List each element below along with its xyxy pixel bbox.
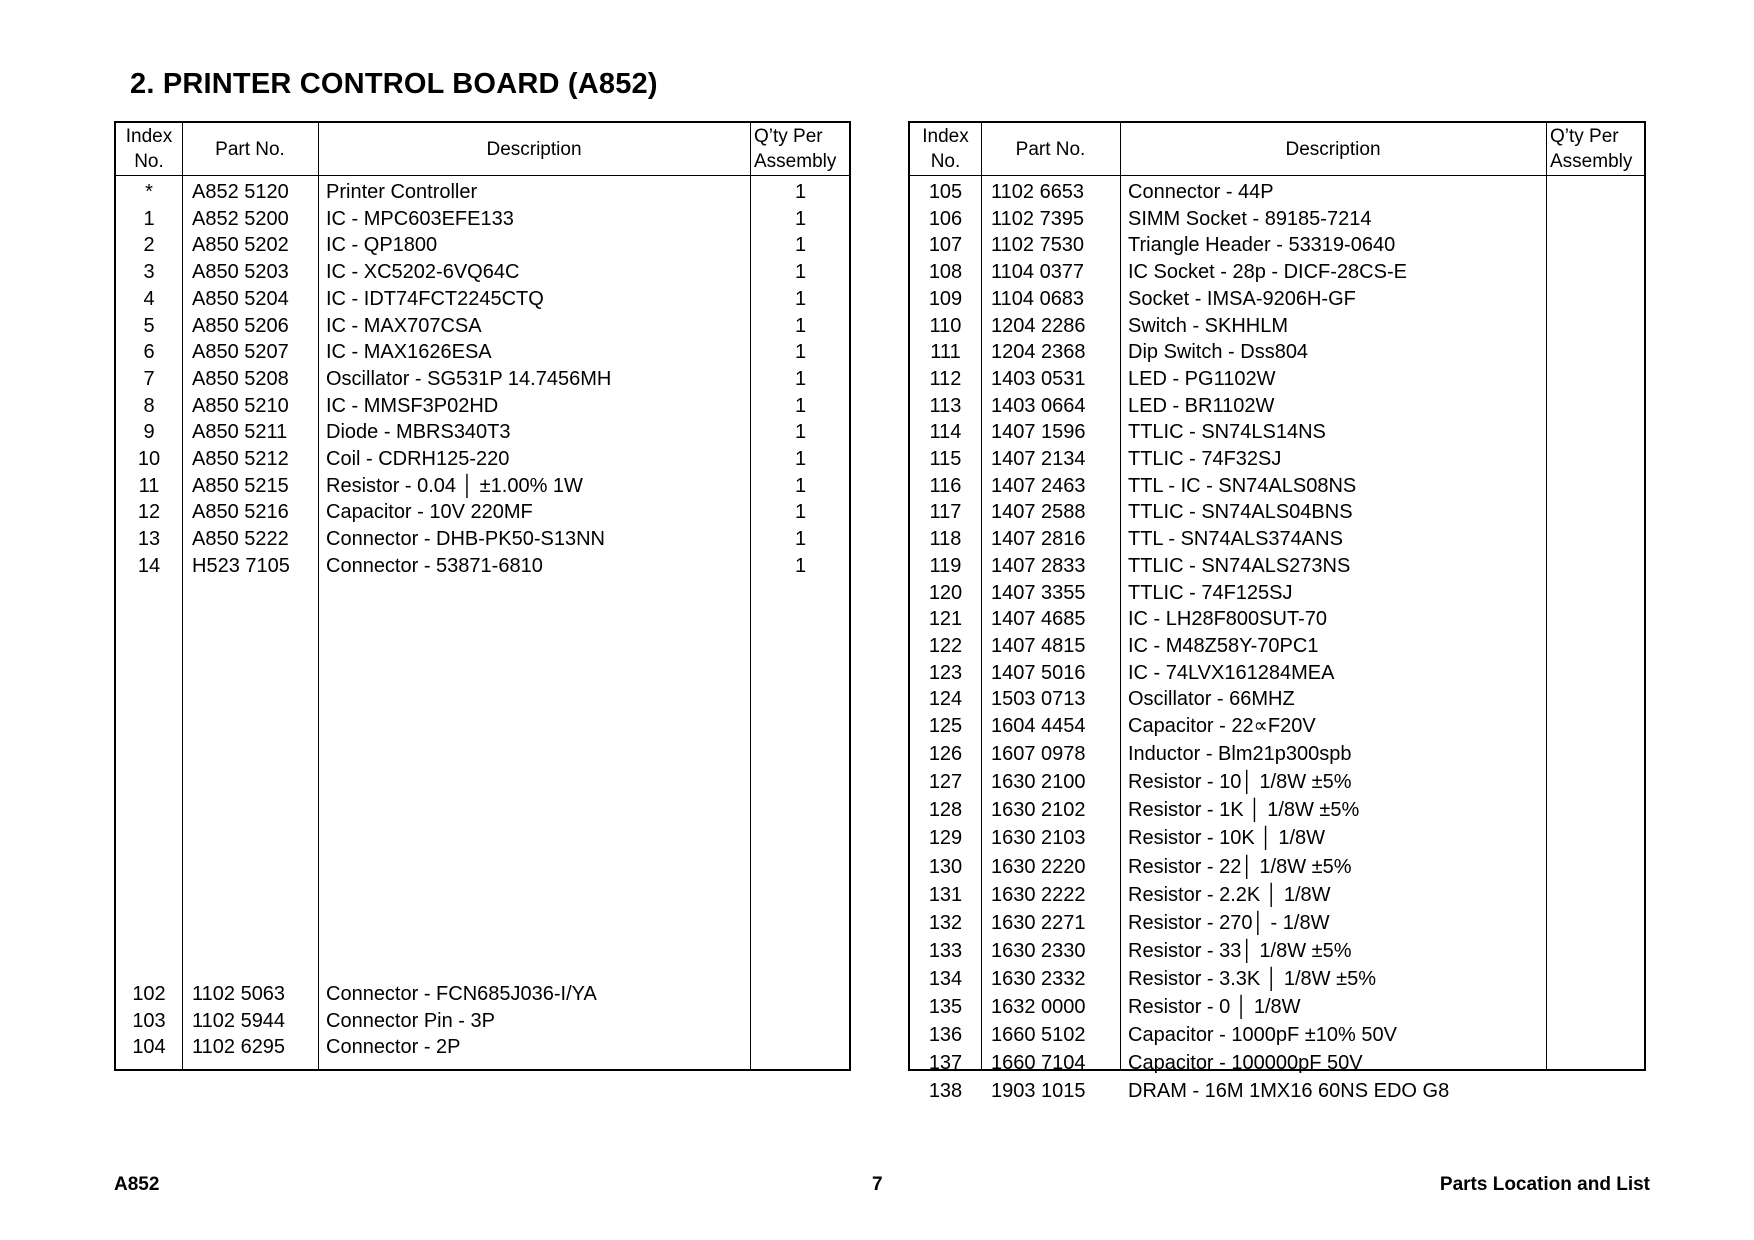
part-no-cell: A850 5204 xyxy=(192,287,289,310)
part-no-cell: 1607 0978 xyxy=(991,743,1086,766)
description-cell: Resistor - 270│ - 1/8W xyxy=(1128,911,1330,934)
part-no-cell: A850 5206 xyxy=(192,314,289,337)
index-cell: 122 xyxy=(928,634,963,657)
qty-cell xyxy=(1546,339,1646,365)
table-row xyxy=(116,206,849,232)
part-no-cell: 1630 2102 xyxy=(991,799,1086,822)
part-no-cell: 1660 5102 xyxy=(991,1024,1086,1047)
part-no-cell: 1407 2588 xyxy=(991,501,1086,524)
part-no-cell: 1630 2103 xyxy=(991,827,1086,850)
qty-cell xyxy=(750,981,851,1007)
table-row xyxy=(116,259,849,285)
description-cell: TTLIC - SN74ALS04BNS xyxy=(1128,501,1353,524)
description-cell: TTLIC - SN74ALS273NS xyxy=(1128,554,1351,577)
part-no-cell: 1407 4815 xyxy=(991,634,1086,657)
table-row xyxy=(116,179,849,205)
part-no-cell: A850 5216 xyxy=(192,501,289,524)
table-row xyxy=(910,769,1644,795)
description-cell: Resistor - 3.3K │ 1/8W ±5% xyxy=(1128,967,1376,990)
part-no-cell: 1403 0664 xyxy=(991,394,1086,417)
description-cell: IC - XC5202-6VQ64C xyxy=(326,261,520,284)
description-cell: Connector Pin - 3P xyxy=(326,1009,495,1032)
table-row xyxy=(116,981,849,1007)
index-cell: 111 xyxy=(930,341,961,364)
qty-cell xyxy=(1546,994,1646,1020)
table-row xyxy=(910,232,1644,258)
qty-cell: 1 xyxy=(794,501,807,524)
index-cell: 106 xyxy=(928,207,963,230)
qty-cell xyxy=(1546,553,1646,579)
part-no-column-header: Part No. xyxy=(1015,138,1086,160)
description-cell: IC - MAX1626ESA xyxy=(326,341,492,364)
description-cell: Capacitor - 100000pF 50V xyxy=(1128,1052,1363,1075)
index-cell: 133 xyxy=(928,939,963,962)
table-row xyxy=(910,259,1644,285)
table-row xyxy=(910,526,1644,552)
table-row xyxy=(910,339,1644,365)
qty-cell: 1 xyxy=(794,474,807,497)
part-no-cell: 1102 7530 xyxy=(991,234,1085,257)
table-row xyxy=(116,313,849,339)
index-cell: 113 xyxy=(929,394,962,417)
qty-cell: 1 xyxy=(794,314,807,337)
qty-cell xyxy=(1546,910,1646,936)
index-cell: 116 xyxy=(929,474,962,497)
qty-cell xyxy=(1546,713,1646,739)
table-row xyxy=(910,419,1644,445)
qty-cell xyxy=(1546,259,1646,285)
qty-cell xyxy=(1546,854,1646,880)
part-no-cell: 1660 7104 xyxy=(991,1052,1086,1075)
description-cell: TTL - IC - SN74ALS08NS xyxy=(1128,474,1357,497)
page-title: 2. PRINTER CONTROL BOARD (A852) xyxy=(130,68,658,100)
qty-cell: 1 xyxy=(794,234,807,257)
table-row xyxy=(910,797,1644,823)
qty-cell xyxy=(1546,526,1646,552)
part-no-cell: 1102 6295 xyxy=(192,1036,286,1058)
part-no-cell: 1102 6653 xyxy=(991,181,1085,203)
part-no-cell: 1630 2100 xyxy=(991,771,1086,794)
table-row xyxy=(910,606,1644,632)
description-column-header: Description xyxy=(1285,138,1381,160)
index-cell: 134 xyxy=(928,967,963,990)
table-row xyxy=(910,660,1644,686)
index-cell: 137 xyxy=(928,1052,963,1075)
index-cell: 135 xyxy=(928,996,963,1018)
part-no-cell: H523 7105 xyxy=(192,554,290,577)
index-cell: 3 xyxy=(143,261,155,284)
index-cell: 13 xyxy=(137,528,161,551)
qty-cell xyxy=(1546,1022,1646,1048)
index-cell: 4 xyxy=(143,287,155,310)
qty-cell: 1 xyxy=(794,181,807,203)
qty-cell: 1 xyxy=(794,528,807,551)
table-row xyxy=(910,882,1644,908)
description-cell: TTLIC - SN74LS14NS xyxy=(1128,421,1326,444)
part-no-cell: 1407 3355 xyxy=(991,581,1086,604)
index-cell: 132 xyxy=(928,911,963,934)
description-cell: Coil - CDRH125-220 xyxy=(326,448,510,470)
index-cell: 12 xyxy=(137,501,161,524)
index-column-header: Index No. xyxy=(922,126,969,172)
qty-cell xyxy=(1546,473,1646,499)
part-no-cell: A850 5202 xyxy=(192,234,289,257)
qty-cell xyxy=(1546,286,1646,312)
part-no-cell: 1204 2286 xyxy=(991,314,1086,337)
description-cell: Resistor - 10K │ 1/8W xyxy=(1128,827,1326,850)
index-cell: 108 xyxy=(928,261,963,284)
table-row xyxy=(910,910,1644,936)
part-no-cell: A850 5211 xyxy=(192,421,288,444)
index-cell: 1 xyxy=(143,207,155,230)
header-divider xyxy=(116,175,849,176)
table-row xyxy=(116,286,849,312)
part-no-cell: 1407 5016 xyxy=(991,661,1086,684)
part-no-cell: 1104 0683 xyxy=(991,287,1085,310)
index-cell: 125 xyxy=(928,715,963,737)
index-cell: 6 xyxy=(143,341,155,364)
index-cell: * xyxy=(145,181,153,203)
part-no-cell: A850 5222 xyxy=(192,528,289,551)
table-row xyxy=(116,473,849,499)
description-cell: Connector - 53871-6810 xyxy=(326,554,543,577)
table-row xyxy=(116,339,849,365)
description-cell: Diode - MBRS340T3 xyxy=(326,421,511,444)
description-cell: LED - BR1102W xyxy=(1128,394,1275,417)
table-row xyxy=(910,633,1644,659)
table-row xyxy=(910,286,1644,312)
description-cell: IC - MMSF3P02HD xyxy=(326,394,499,417)
part-no-cell: 1407 4685 xyxy=(991,608,1086,631)
qty-cell xyxy=(1546,1078,1646,1104)
qty-column-header: Q’ty Per Assembly xyxy=(754,126,837,172)
qty-cell: 1 xyxy=(794,394,807,417)
index-cell: 7 xyxy=(143,367,155,390)
index-cell: 117 xyxy=(929,501,962,524)
index-cell: 124 xyxy=(928,688,963,711)
description-cell: Oscillator - SG531P 14.7456MH xyxy=(326,367,612,390)
table-row xyxy=(116,446,849,472)
qty-cell xyxy=(1546,179,1646,205)
description-cell: TTL - SN74ALS374ANS xyxy=(1128,528,1343,551)
description-cell: Capacitor - 1000pF ±10% 50V xyxy=(1128,1024,1397,1047)
description-cell: Capacitor - 22∝F20V xyxy=(1128,715,1316,737)
qty-cell xyxy=(1546,769,1646,795)
footer-section-title: Parts Location and List xyxy=(1439,1174,1650,1195)
description-column-header: Description xyxy=(486,138,582,160)
table-row xyxy=(910,580,1644,606)
table-row xyxy=(116,526,849,552)
description-cell: Resistor - 2.2K │ 1/8W xyxy=(1128,883,1331,906)
index-cell: 105 xyxy=(928,181,963,203)
qty-cell xyxy=(750,1034,851,1060)
qty-cell xyxy=(1546,966,1646,992)
description-cell: Triangle Header - 53319-0640 xyxy=(1128,234,1396,257)
index-cell: 136 xyxy=(928,1024,963,1047)
part-no-cell: A850 5215 xyxy=(192,474,289,497)
description-cell: Resistor - 10│ 1/8W ±5% xyxy=(1128,771,1352,794)
part-no-cell: 1604 4454 xyxy=(991,715,1086,737)
qty-cell: 1 xyxy=(794,421,807,444)
part-no-cell: A850 5207 xyxy=(192,341,289,364)
table-row xyxy=(116,499,849,525)
description-cell: IC - MPC603EFE133 xyxy=(326,207,514,230)
qty-cell: 1 xyxy=(794,261,807,284)
table-row xyxy=(116,232,849,258)
table-row xyxy=(910,854,1644,880)
table-row xyxy=(910,741,1644,767)
index-cell: 110 xyxy=(929,314,962,337)
part-no-cell: 1403 0531 xyxy=(991,367,1086,390)
index-cell: 131 xyxy=(928,883,963,906)
table-row xyxy=(910,366,1644,392)
table-row xyxy=(910,446,1644,472)
table-row xyxy=(116,366,849,392)
part-no-cell: 1632 0000 xyxy=(991,996,1086,1018)
part-no-cell: A850 5203 xyxy=(192,261,289,284)
index-cell: 128 xyxy=(928,799,963,822)
table-row xyxy=(116,393,849,419)
qty-cell: 1 xyxy=(794,554,807,577)
header-divider xyxy=(910,175,1644,176)
index-cell: 11 xyxy=(138,474,160,497)
qty-cell xyxy=(1546,660,1646,686)
qty-cell: 1 xyxy=(794,207,807,230)
part-no-cell: 1102 5063 xyxy=(192,983,286,1005)
index-cell: 2 xyxy=(143,234,155,257)
index-cell: 5 xyxy=(143,314,155,337)
description-cell: Resistor - 0.04 │ ±1.00% 1W xyxy=(326,474,583,497)
qty-cell: 1 xyxy=(794,287,807,310)
qty-cell xyxy=(1546,419,1646,445)
footer-model: A852 xyxy=(114,1174,160,1195)
description-cell: Resistor - 22│ 1/8W ±5% xyxy=(1128,855,1352,878)
description-cell: IC - MAX707CSA xyxy=(326,314,482,337)
qty-cell xyxy=(1546,606,1646,632)
table-row xyxy=(910,713,1644,739)
index-cell: 121 xyxy=(928,608,963,631)
index-cell: 138 xyxy=(928,1080,963,1103)
qty-cell: 1 xyxy=(794,448,807,470)
table-row xyxy=(910,393,1644,419)
index-cell: 10 xyxy=(137,448,161,470)
description-cell: Dip Switch - Dss804 xyxy=(1128,341,1309,364)
description-cell: Socket - IMSA-9206H-GF xyxy=(1128,287,1356,310)
footer-page-number: 7 xyxy=(872,1174,883,1195)
table-row xyxy=(910,1078,1644,1104)
part-no-cell: 1630 2330 xyxy=(991,939,1086,962)
part-no-column-header: Part No. xyxy=(215,138,285,160)
table-row xyxy=(116,1034,849,1060)
index-cell: 127 xyxy=(928,771,963,794)
description-cell: IC - 74LVX161284MEA xyxy=(1128,661,1335,684)
index-cell: 118 xyxy=(929,528,962,551)
part-no-cell: 1407 2134 xyxy=(991,448,1086,470)
description-cell: Connector - 44P xyxy=(1128,181,1274,203)
part-no-cell: 1407 2816 xyxy=(991,528,1086,551)
table-row xyxy=(116,419,849,445)
parts-table-left xyxy=(114,121,851,1071)
part-no-cell: 1102 5944 xyxy=(192,1009,286,1032)
qty-cell xyxy=(1546,580,1646,606)
description-cell: DRAM - 16M 1MX16 60NS EDO G8 xyxy=(1128,1080,1450,1103)
table-row xyxy=(910,313,1644,339)
index-cell: 104 xyxy=(132,1036,166,1058)
description-cell: Resistor - 1K │ 1/8W ±5% xyxy=(1128,799,1360,822)
index-cell: 129 xyxy=(928,827,963,850)
description-cell: Switch - SKHHLM xyxy=(1128,314,1289,337)
table-row xyxy=(910,499,1644,525)
index-cell: 9 xyxy=(143,421,155,444)
qty-cell xyxy=(1546,686,1646,712)
qty-cell: 1 xyxy=(794,367,807,390)
table-row xyxy=(910,1022,1644,1048)
table-row xyxy=(116,1008,849,1034)
qty-cell xyxy=(1546,366,1646,392)
part-no-cell: 1204 2368 xyxy=(991,341,1086,364)
description-cell: Printer Controller xyxy=(326,181,478,203)
index-cell: 103 xyxy=(132,1009,166,1032)
description-cell: IC - QP1800 xyxy=(326,234,438,257)
index-cell: 107 xyxy=(928,234,963,257)
table-row xyxy=(910,206,1644,232)
index-column-header: Index No. xyxy=(125,126,173,172)
qty-cell xyxy=(1546,446,1646,472)
qty-cell xyxy=(1546,633,1646,659)
description-cell: IC - LH28F800SUT-70 xyxy=(1128,608,1327,631)
index-cell: 114 xyxy=(929,421,962,444)
index-cell: 123 xyxy=(928,661,963,684)
index-cell: 119 xyxy=(929,554,962,577)
index-cell: 14 xyxy=(137,554,161,577)
description-cell: IC - IDT74FCT2245CTQ xyxy=(326,287,544,310)
part-no-cell: 1630 2222 xyxy=(991,883,1086,906)
part-no-cell: 1630 2332 xyxy=(991,967,1086,990)
part-no-cell: A850 5208 xyxy=(192,367,289,390)
part-no-cell: 1630 2220 xyxy=(991,855,1086,878)
description-cell: IC - M48Z58Y-70PC1 xyxy=(1128,634,1319,657)
part-no-cell: 1407 1596 xyxy=(991,421,1086,444)
table-row xyxy=(910,179,1644,205)
description-cell: Inductor - Blm21p300spb xyxy=(1128,743,1352,766)
part-no-cell: 1407 2833 xyxy=(991,554,1086,577)
table-row xyxy=(910,994,1644,1020)
qty-cell xyxy=(1546,206,1646,232)
table-row xyxy=(910,473,1644,499)
index-cell: 115 xyxy=(929,448,962,470)
description-cell: Connector - 2P xyxy=(326,1036,461,1058)
description-cell: Connector - DHB-PK50-S13NN xyxy=(326,528,605,551)
qty-cell xyxy=(1546,1050,1646,1076)
index-cell: 102 xyxy=(132,983,166,1005)
part-no-cell: 1104 0377 xyxy=(991,261,1085,284)
table-row xyxy=(910,966,1644,992)
part-no-cell: A852 5120 xyxy=(192,181,289,203)
index-cell: 8 xyxy=(143,394,155,417)
qty-cell xyxy=(1546,882,1646,908)
qty-cell xyxy=(1546,393,1646,419)
part-no-cell: A850 5212 xyxy=(192,448,289,470)
part-no-cell: A850 5210 xyxy=(192,394,289,417)
table-row xyxy=(116,553,849,579)
table-row xyxy=(910,825,1644,851)
index-cell: 126 xyxy=(928,743,963,766)
description-cell: TTLIC - 74F125SJ xyxy=(1128,581,1293,604)
table-row xyxy=(910,686,1644,712)
qty-cell xyxy=(1546,499,1646,525)
qty-cell xyxy=(1546,938,1646,964)
description-cell: Resistor - 33│ 1/8W ±5% xyxy=(1128,939,1352,962)
qty-cell xyxy=(1546,232,1646,258)
description-cell: Oscillator - 66MHZ xyxy=(1128,688,1295,711)
qty-cell xyxy=(1546,313,1646,339)
index-cell: 109 xyxy=(928,287,963,310)
part-no-cell: 1630 2271 xyxy=(991,911,1086,934)
description-cell: Capacitor - 10V 220MF xyxy=(326,501,533,524)
description-cell: LED - PG1102W xyxy=(1128,367,1276,390)
description-cell: Resistor - 0 │ 1/8W xyxy=(1128,996,1301,1018)
part-no-cell: A852 5200 xyxy=(192,207,289,230)
part-no-cell: 1903 1015 xyxy=(991,1080,1086,1103)
parts-table-right xyxy=(908,121,1646,1103)
part-no-cell: 1102 7395 xyxy=(991,207,1085,230)
table-row xyxy=(910,938,1644,964)
description-cell: SIMM Socket - 89185-7214 xyxy=(1128,207,1372,230)
table-row xyxy=(910,1050,1644,1076)
table-row xyxy=(910,553,1644,579)
index-cell: 120 xyxy=(928,581,963,604)
qty-column-header: Q’ty Per Assembly xyxy=(1550,126,1633,172)
qty-cell xyxy=(1546,741,1646,767)
qty-cell: 1 xyxy=(794,341,807,364)
index-cell: 112 xyxy=(929,367,962,390)
description-cell: IC Socket - 28p - DICF-28CS-E xyxy=(1128,261,1407,284)
description-cell: TTLIC - 74F32SJ xyxy=(1128,448,1282,470)
qty-cell xyxy=(1546,797,1646,823)
part-no-cell: 1407 2463 xyxy=(991,474,1086,497)
index-cell: 130 xyxy=(928,855,963,878)
description-cell: Connector - FCN685J036-I/YA xyxy=(326,983,597,1005)
qty-cell xyxy=(1546,825,1646,851)
qty-cell xyxy=(750,1008,851,1034)
part-no-cell: 1503 0713 xyxy=(991,688,1086,711)
